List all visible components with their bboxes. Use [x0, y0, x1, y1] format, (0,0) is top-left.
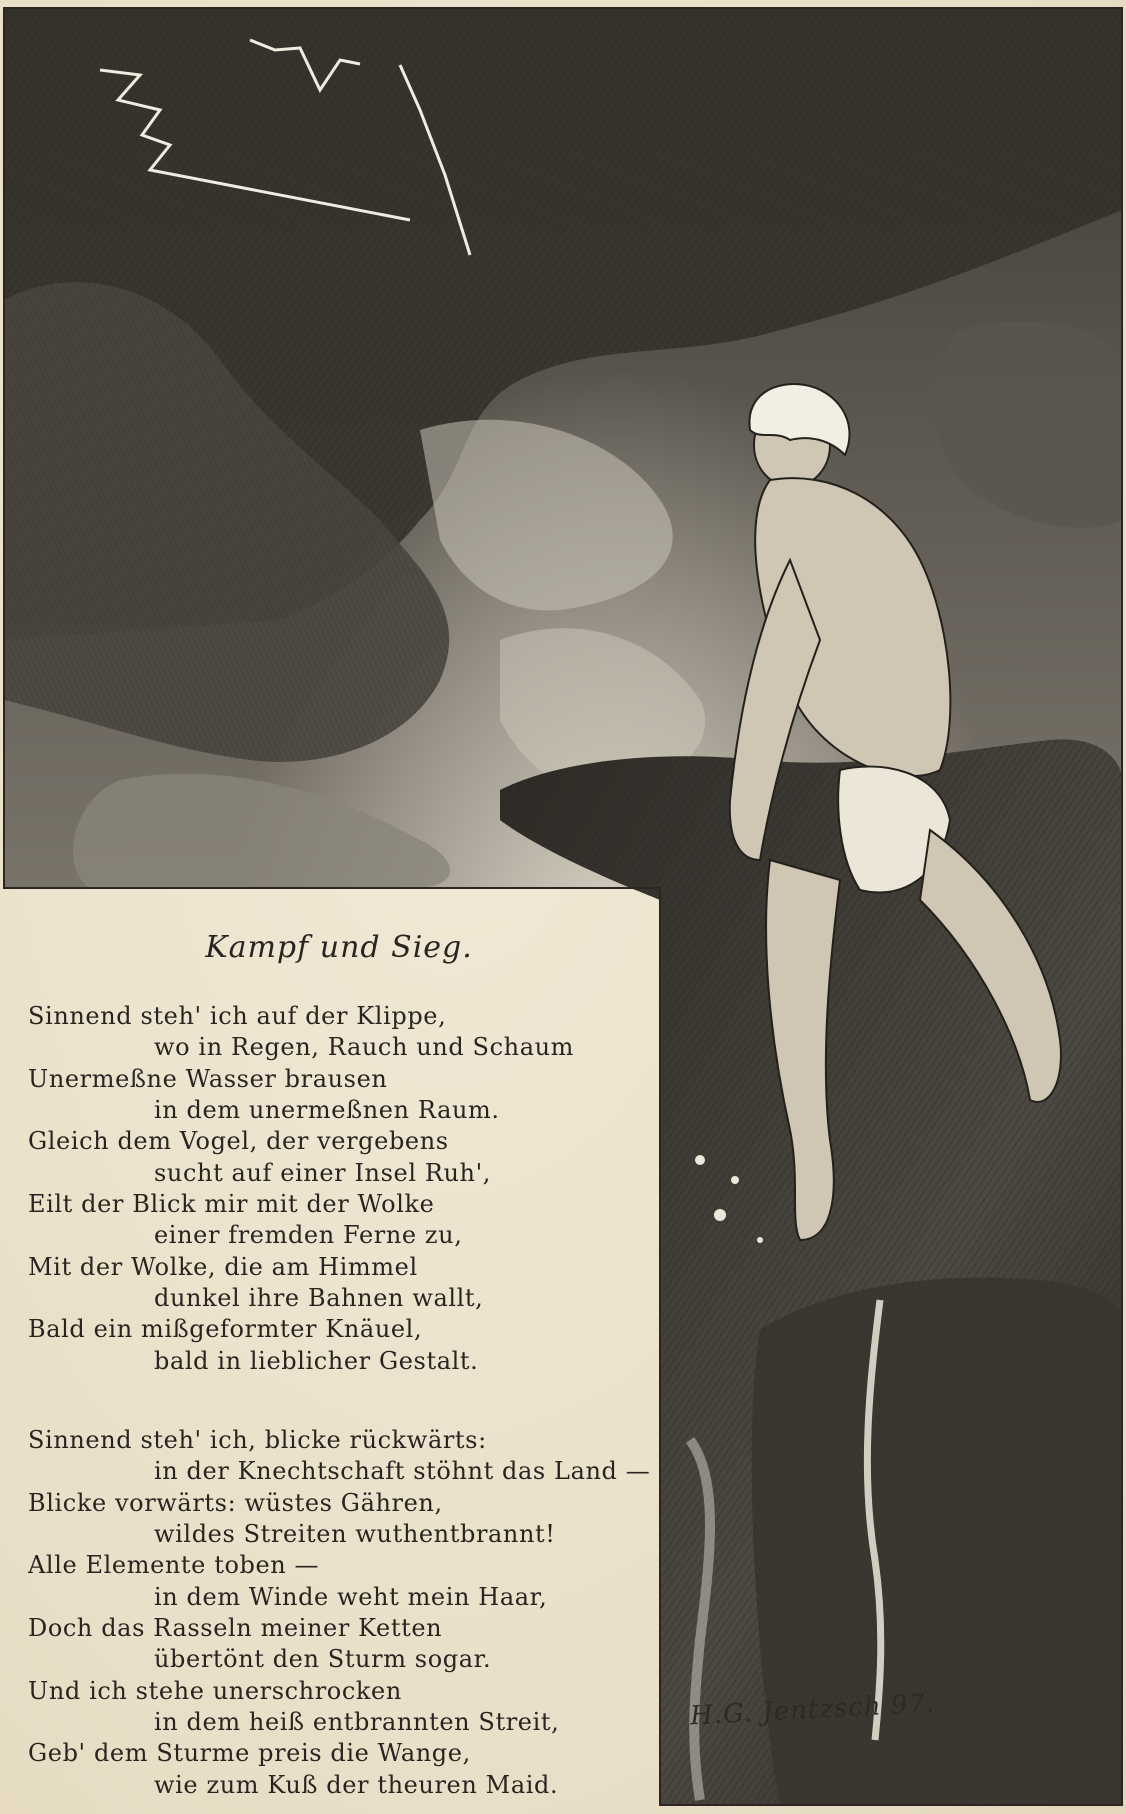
- poem-line: Gleich dem Vogel, der vergebens: [28, 1127, 449, 1155]
- poem-line: einer fremden Ferne zu,: [154, 1221, 463, 1249]
- poem-line: sucht auf einer Insel Ruh',: [154, 1159, 492, 1187]
- poem-line: Unermeßne Wasser brausen: [28, 1065, 388, 1093]
- poem-line: Mit der Wolke, die am Himmel: [28, 1253, 418, 1281]
- poem: [24, 930, 654, 1800]
- poem-title: Kampf und Sieg.: [205, 930, 473, 965]
- poem-line: dunkel ihre Bahnen wallt,: [154, 1284, 484, 1312]
- poem-line: Eilt der Blick mir mit der Wolke: [28, 1190, 435, 1218]
- poem-line: wildes Streiten wuthentbrannt!: [154, 1520, 556, 1548]
- poem-line: Alle Elemente toben —: [28, 1551, 320, 1579]
- poem-line: Doch das Rasseln meiner Ketten: [28, 1614, 443, 1642]
- poem-line: übertönt den Sturm sogar.: [154, 1645, 492, 1673]
- poem-line: bald in lieblicher Gestalt.: [154, 1347, 479, 1375]
- poem-line: Bald ein mißgeformter Knäuel,: [28, 1315, 423, 1343]
- poem-line: Und ich stehe unerschrocken: [28, 1677, 402, 1705]
- poem-line: wo in Regen, Rauch und Schaum: [154, 1033, 575, 1061]
- poem-line: Geb' dem Sturme preis die Wange,: [28, 1739, 471, 1767]
- poem-line: Blicke vorwärts: wüstes Gähren,: [28, 1489, 443, 1517]
- artist-signature: H.G. Jentzsch 97.: [689, 1688, 936, 1732]
- poem-line: in dem Winde weht mein Haar,: [154, 1583, 548, 1611]
- poem-line: wie zum Kuß der theuren Maid.: [154, 1771, 559, 1799]
- poem-line: Sinnend steh' ich, blicke rückwärts:: [28, 1426, 487, 1454]
- poem-line: in dem unermeßnen Raum.: [154, 1096, 500, 1124]
- poem-line: in der Knechtschaft stöhnt das Land —: [154, 1457, 651, 1485]
- poem-line: Sinnend steh' ich auf der Klippe,: [28, 1002, 447, 1030]
- poem-line: in dem heiß entbrannten Streit,: [154, 1708, 560, 1736]
